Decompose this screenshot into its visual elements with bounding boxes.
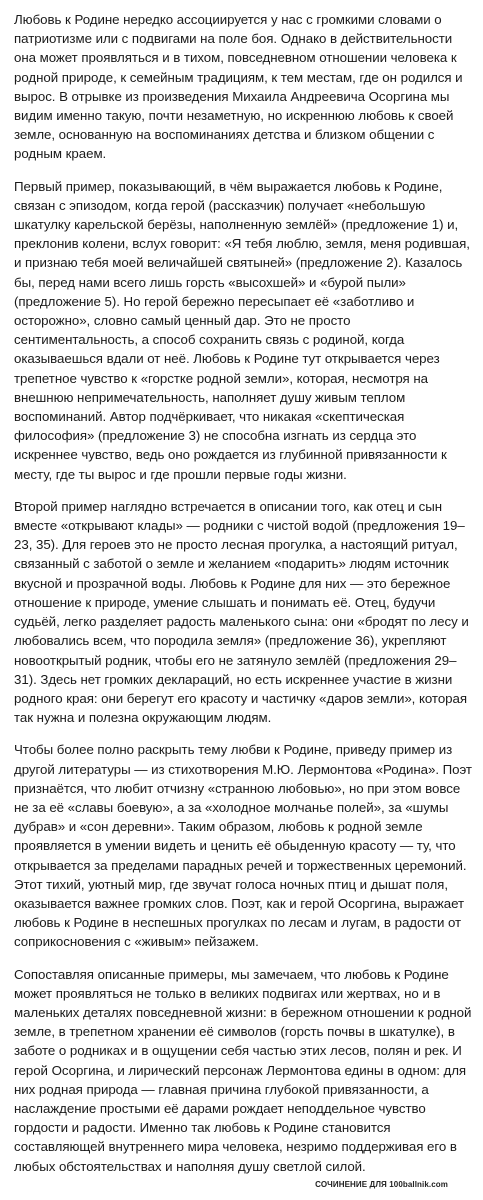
essay-paragraph-2: Первый пример, показывающий, в чём выражается любовь к Родине, связан с эпизодом, когда герой (рассказчик) получает «небольшую шкатулку карельской берёзы, наполненную землёй» (предложение 1) и, преклонив колени, вслух говорит: «Я тебя люблю, земля, меня родившая, и признаю тебя моей величайшей святыней» (предложение 2). Казалось бы, перед нами всего лишь горсть «высохшей» и «бурой пыли» (предложение 5). Но герой бережно пересыпает её «заботливо и осторожно», словно самый ценный дар. Это не просто сентиментальность, а способ сохранить связь с родиной, когда оказываешься вдали от неё. Любовь к Родине тут открывается через трепетное чувство к «горстке родной земли», которая, несмотря на внешнюю непримечательность, наполняет душу живым теплом воспоминаний. Автор подчёркивает, что никакая «скептическая философия» (предложение 3) не способна изгнать из сердца это искреннее чувство, ведь оно рождается из глубинной привязанности к месту, где ты вырос и где прошли первые годы жизни. bbox=[14, 178, 470, 482]
essay-text bbox=[14, 10, 476, 1189]
site-watermark: СОЧИНЕНИЕ ДЛЯ 100ballnik.com bbox=[315, 1180, 448, 1189]
essay-paragraph-5: Сопоставляя описанные примеры, мы замечаем, что любовь к Родине может проявляться не только в великих подвигах или жертвах, но и в маленьких деталях повседневной жизни: в бережном отношении к родной земле, в трепетном хранении её символов (горсть почвы в шкатулке), в заботе о родниках и в ощущении себя частью этих лесов, полян и рек. И герой Осоргина, и лирический персонаж Лермонтова едины в одном: для них родная природа — главная причина глубокой привязанности, а наслаждение простыми её дарами рождает неподдельное чувство гордости и радости. Именно так любовь к Родине становится составляющей внутреннего мира человека, незримо поддерживая его в любых обстоятельствах и наполняя душу светлой силой. bbox=[14, 966, 472, 1174]
essay-paragraph-4: Чтобы более полно раскрыть тему любви к Родине, приведу пример из другой литературы — из стихотворения М.Ю. Лермонтова «Родина». Поэт признаётся, что любит отчизну «странною любовью», но при этом вовсе не за её «славы боевую», а за «холодное молчанье полей», за «шумы дубрав» и «сон деревни». Таким образом, любовь к родной земле проявляется в умении видеть и ценить её обыденную красоту — ту, что открывается за пределами парадных речей и торжественных церемоний. Этот тихий, уютный мир, где звучат голоса ночных птиц и дышат поля, оказывается важнее громких слов. Поэт, как и герой Осоргина, выражает любовь к Родине в неспешных прогулках по лесам и лугам, в радости от соприкосновения с «живым» пейзажем. bbox=[14, 742, 472, 950]
essay-paragraph-1: Любовь к Родине нередко ассоциируется у нас с громкими словами о патриотизме или с подвигами на поле боя. Однако в действительности она может проявляться и в тихом, повседневном отношении человека к родной природе, к семейным традициям, к тем местам, где он родился и вырос. В отрывке из произведения Михаила Андреевича Осоргина мы видим именно такую, почти незаметную, но искреннюю любовь к своей земле, основанную на воспоминаниях детства и близком общении с родным краем. bbox=[14, 12, 463, 162]
essay-paragraph-3: Второй пример наглядно встречается в описании того, как отец и сын вместе «открывают клады» — родники с чистой водой (предложения 19–23, 35). Для героев это не просто лесная прогулка, а настоящий ритуал, связанный с заботой о земле и желанием «подарить» людям источник вкусной и прозрачной воды. Любовь к Родине для них — это бережное отношение к природе, умение слышать и понимать её. Отец, будучи судьёй, легко разделяет радость маленького сына: они «бродят по лесу и любовались всем, что породила земля» (предложение 36), укрепляют новооткрытый родник, чтобы его не затянуло землёй (предложения 29–31). Здесь нет громких деклараций, но есть искреннее участие в жизни родного края: они берегут его красоту и частичку «даров земли», которая так нужна и полезна окружающим людям. bbox=[14, 498, 469, 726]
